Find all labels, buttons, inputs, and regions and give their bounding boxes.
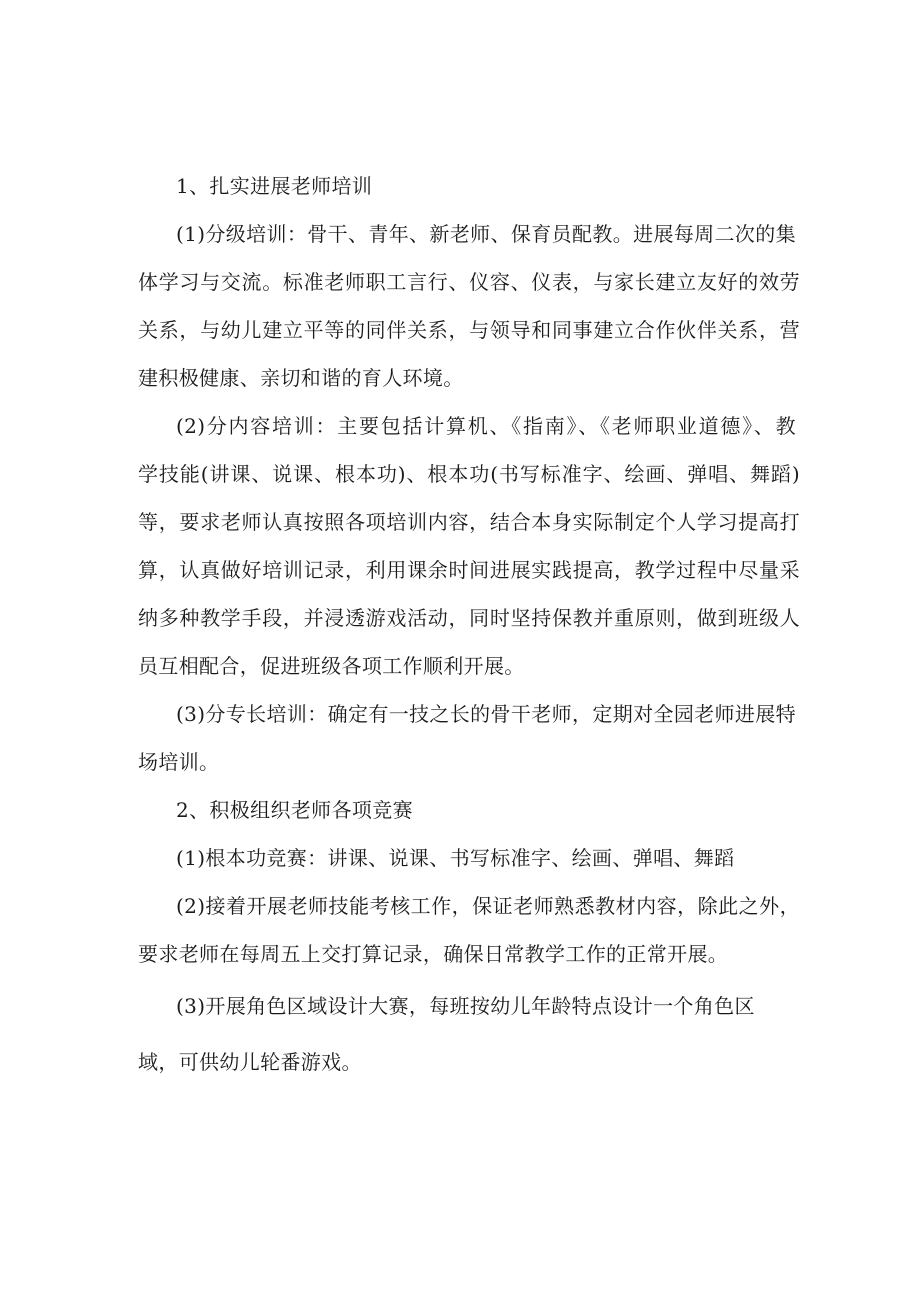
paragraph-line: 要求老师在每周五上交打算记录，确保日常教学工作的正常开展。 xyxy=(138,942,729,966)
paragraph-line: (3)开展角色区域设计大赛，每班按幼儿年龄特点设计一个角色区 xyxy=(176,994,755,1018)
paragraph-line: (2)分内容培训：主要包括计算机、《指南》、《老师职业道德》、教 xyxy=(176,414,796,438)
paragraph-line: 域，可供幼儿轮番游戏。 xyxy=(138,1050,362,1074)
paragraph-line: (1)根本功竞赛：讲课、说课、书写标准字、绘画、弹唱、舞蹈 xyxy=(176,846,735,870)
paragraph-line: 学技能(讲课、说课、根本功)、根本功(书写标准字、绘画、弹唱、舞蹈) xyxy=(138,462,800,486)
paragraph-line: 关系，与幼儿建立平等的同伴关系，与领导和同事建立合作伙伴关系，营 xyxy=(138,318,800,342)
paragraph-line: 建积极健康、亲切和谐的育人环境。 xyxy=(138,366,464,390)
paragraph-line: 员互相配合，促进班级各项工作顺利开展。 xyxy=(138,654,525,678)
heading-2: 2、积极组织老师各项竞赛 xyxy=(176,798,413,822)
paragraph-line: (1)分级培训：骨干、青年、新老师、保育员配教。进展每周二次的集 xyxy=(176,222,796,246)
paragraph-line: 体学习与交流。标准老师职工言行、仪容、仪表，与家长建立友好的效劳 xyxy=(138,270,800,294)
paragraph-line: (2)接着开展老师技能考核工作，保证老师熟悉教材内容，除此之外， xyxy=(176,894,800,918)
paragraph-line: 等，要求老师认真按照各项培训内容，结合本身实际制定个人学习提高打 xyxy=(138,510,800,534)
paragraph-line: 纳多种教学手段，并浸透游戏活动，同时坚持保教并重原则，做到班级人 xyxy=(138,606,800,630)
paragraph-line: 场培训。 xyxy=(138,750,220,774)
heading-1: 1、扎实进展老师培训 xyxy=(176,174,373,198)
paragraph-line: (3)分专长培训：确定有一技之长的骨干老师，定期对全园老师进展特 xyxy=(176,702,796,726)
paragraph-line: 算，认真做好培训记录，利用课余时间进展实践提高，教学过程中尽量采 xyxy=(138,558,800,582)
